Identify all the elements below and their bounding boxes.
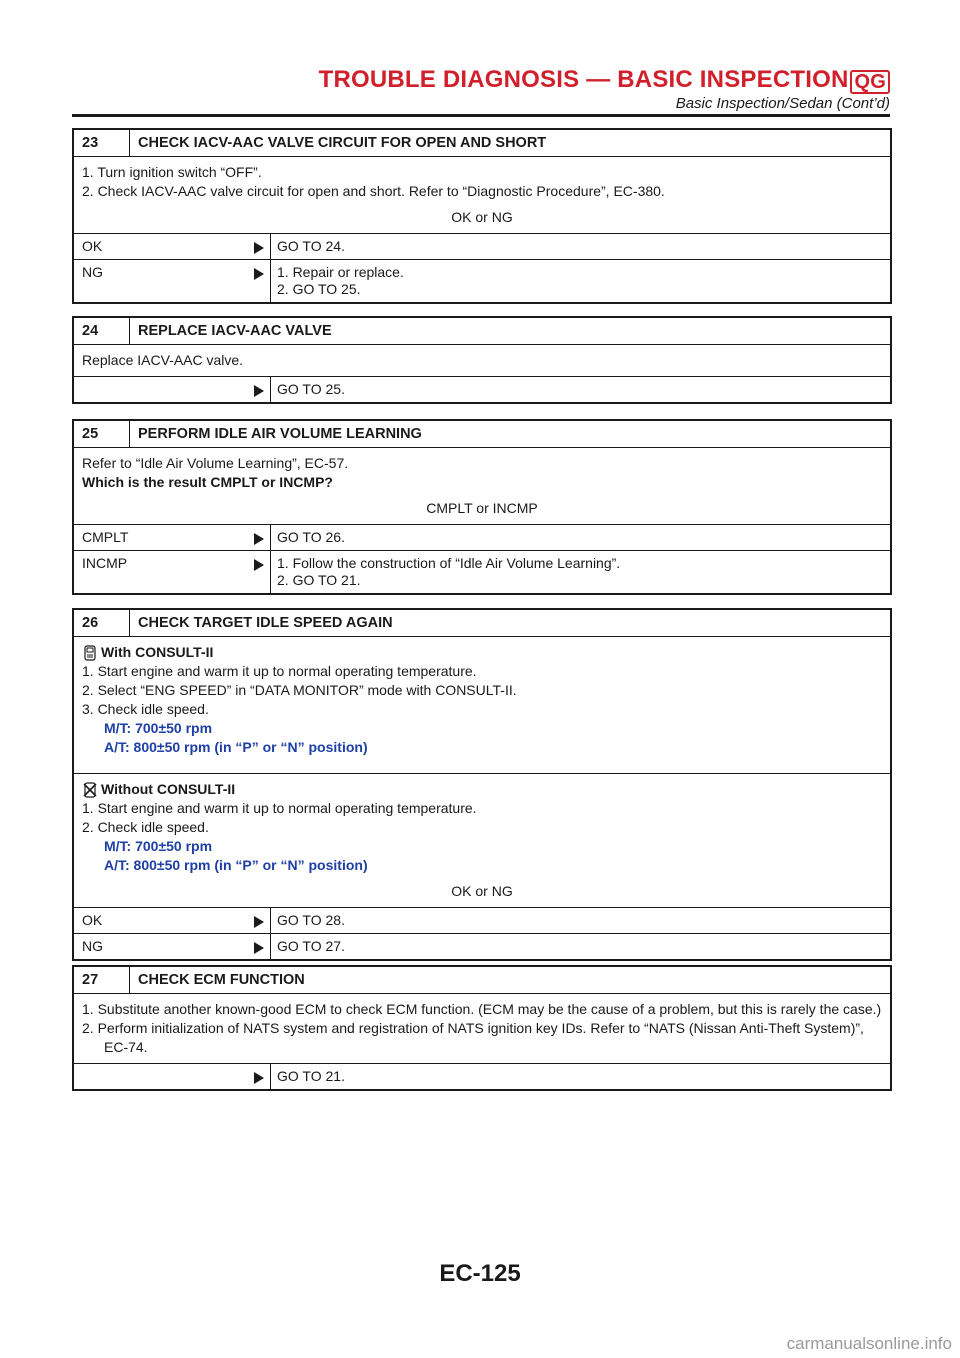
option-action: [270, 377, 890, 402]
instruction-line: 2. Perform initialization of NATS system and registration of NATS ignition key IDs. Refer to “NATS (Nissan Anti-Theft System)”, EC-74.: [82, 1020, 864, 1055]
step-title: REPLACE IACV-AAC VALVE: [138, 323, 332, 339]
step-number: 27: [74, 967, 130, 993]
arrow-right-icon: [254, 242, 264, 254]
option-label: OK: [82, 912, 103, 928]
action-line: GO TO 28.: [277, 912, 345, 928]
option-row-ng: [74, 933, 890, 959]
with-consult-heading: With CONSULT-II: [101, 644, 214, 660]
engine-badge: QG: [850, 70, 890, 94]
option-action: [270, 260, 890, 302]
action-line: GO TO 21.: [277, 1068, 345, 1084]
consult-tool-icon: [82, 645, 98, 661]
option-label: OK: [82, 238, 103, 254]
step-body: [74, 344, 890, 376]
step-number: 25: [74, 421, 130, 447]
instruction-line: 3. Check idle speed.: [82, 701, 209, 717]
action-line: 1. Repair or replace.: [277, 264, 404, 280]
instruction-line: 1. Turn ignition switch “OFF”.: [82, 164, 262, 180]
option-label: INCMP: [82, 555, 128, 571]
step-title-row: [74, 130, 890, 156]
page-title-line: [72, 66, 890, 94]
arrow-right-icon: [254, 533, 264, 545]
action-line: 2. GO TO 25.: [277, 281, 361, 297]
instruction-line: Refer to “Idle Air Volume Learning”, EC-57.: [82, 455, 349, 471]
page-number: EC-125: [439, 1260, 521, 1287]
step-26: [72, 608, 892, 961]
arrow-right-icon: [254, 916, 264, 928]
without-consult-section: [74, 773, 890, 907]
step-body: [74, 156, 890, 233]
option-row-incmp: [74, 550, 890, 593]
option-action: [270, 551, 890, 593]
option-action: [270, 908, 890, 933]
arrow-right-icon: [254, 942, 264, 954]
page-subtitle: Basic Inspection/Sedan (Cont’d): [675, 95, 890, 112]
instruction-line: 2. Select “ENG SPEED” in “DATA MONITOR” mode with CONSULT-II.: [82, 682, 517, 698]
arrow-right-icon: [254, 1072, 264, 1084]
option-label: NG: [82, 264, 103, 280]
step-number: 26: [74, 610, 130, 636]
step-body: [74, 993, 890, 1063]
option-row: [74, 1063, 890, 1089]
spec-mt: M/T: 700±50 rpm: [104, 720, 213, 736]
step-title-row: [74, 610, 890, 636]
no-tool-icon: [82, 782, 98, 798]
arrow-right-icon: [254, 268, 264, 280]
step-25: [72, 419, 892, 595]
action-line: GO TO 26.: [277, 529, 345, 545]
step-title: CHECK ECM FUNCTION: [138, 972, 305, 988]
option-action: [270, 525, 890, 550]
arrow-right-icon: [254, 385, 264, 397]
option-row-ng: [74, 259, 890, 302]
action-line: GO TO 27.: [277, 938, 345, 954]
option-row-cmplt: [74, 524, 890, 550]
step-24: [72, 316, 892, 404]
spec-at: A/T: 800±50 rpm (in “P” or “N” position): [104, 857, 368, 873]
action-line: 1. Follow the construction of “Idle Air Volume Learning”.: [277, 555, 621, 571]
option-row-ok: [74, 233, 890, 259]
option-action: [270, 934, 890, 959]
option-row-ok: [74, 907, 890, 933]
instruction-line: 2. Check idle speed.: [82, 819, 209, 835]
step-title: CHECK IACV-AAC VALVE CIRCUIT FOR OPEN AND SHORT: [138, 135, 547, 151]
step-title-row: [74, 967, 890, 993]
step-number: 24: [74, 318, 130, 344]
option-action: [270, 234, 890, 259]
option-label: NG: [82, 938, 103, 954]
step-number: 23: [74, 130, 130, 156]
with-consult-section: [74, 636, 890, 773]
option-label: CMPLT: [82, 529, 129, 545]
page-title: TROUBLE DIAGNOSIS — BASIC INSPECTION: [318, 66, 849, 93]
without-consult-heading: Without CONSULT-II: [101, 781, 236, 797]
action-line: GO TO 24.: [277, 238, 345, 254]
option-row: [74, 376, 890, 402]
step-27: [72, 965, 892, 1091]
spec-mt: M/T: 700±50 rpm: [104, 838, 213, 854]
result-prompt: Which is the result CMPLT or INCMP?: [82, 474, 333, 490]
step-title-row: [74, 318, 890, 344]
header-divider: [72, 114, 890, 117]
step-title: CHECK TARGET IDLE SPEED AGAIN: [138, 615, 393, 631]
action-line: 2. GO TO 21.: [277, 572, 361, 588]
instruction-line: 1. Start engine and warm it up to normal operating temperature.: [82, 800, 477, 816]
action-line: GO TO 25.: [277, 381, 345, 397]
step-body: [74, 447, 890, 524]
result-question: CMPLT or INCMP: [426, 500, 538, 516]
instruction-line: 1. Substitute another known-good ECM to check ECM function. (ECM may be the cause of a problem, but this is rarely the case.): [82, 1001, 882, 1017]
step-title: PERFORM IDLE AIR VOLUME LEARNING: [138, 426, 422, 442]
watermark: carmanualsonline.info: [786, 1334, 952, 1353]
instruction-line: Replace IACV-AAC valve.: [82, 352, 244, 368]
arrow-right-icon: [254, 559, 264, 571]
step-title-row: [74, 421, 890, 447]
result-question: OK or NG: [451, 883, 513, 899]
instruction-line: 2. Check IACV-AAC valve circuit for open and short. Refer to “Diagnostic Procedure”, EC-380.: [82, 183, 665, 199]
option-action: [270, 1064, 890, 1089]
step-23: [72, 128, 892, 304]
spec-at: A/T: 800±50 rpm (in “P” or “N” position): [104, 739, 368, 755]
instruction-line: 1. Start engine and warm it up to normal operating temperature.: [82, 663, 477, 679]
result-question: OK or NG: [451, 209, 513, 225]
page-header: [72, 66, 890, 113]
